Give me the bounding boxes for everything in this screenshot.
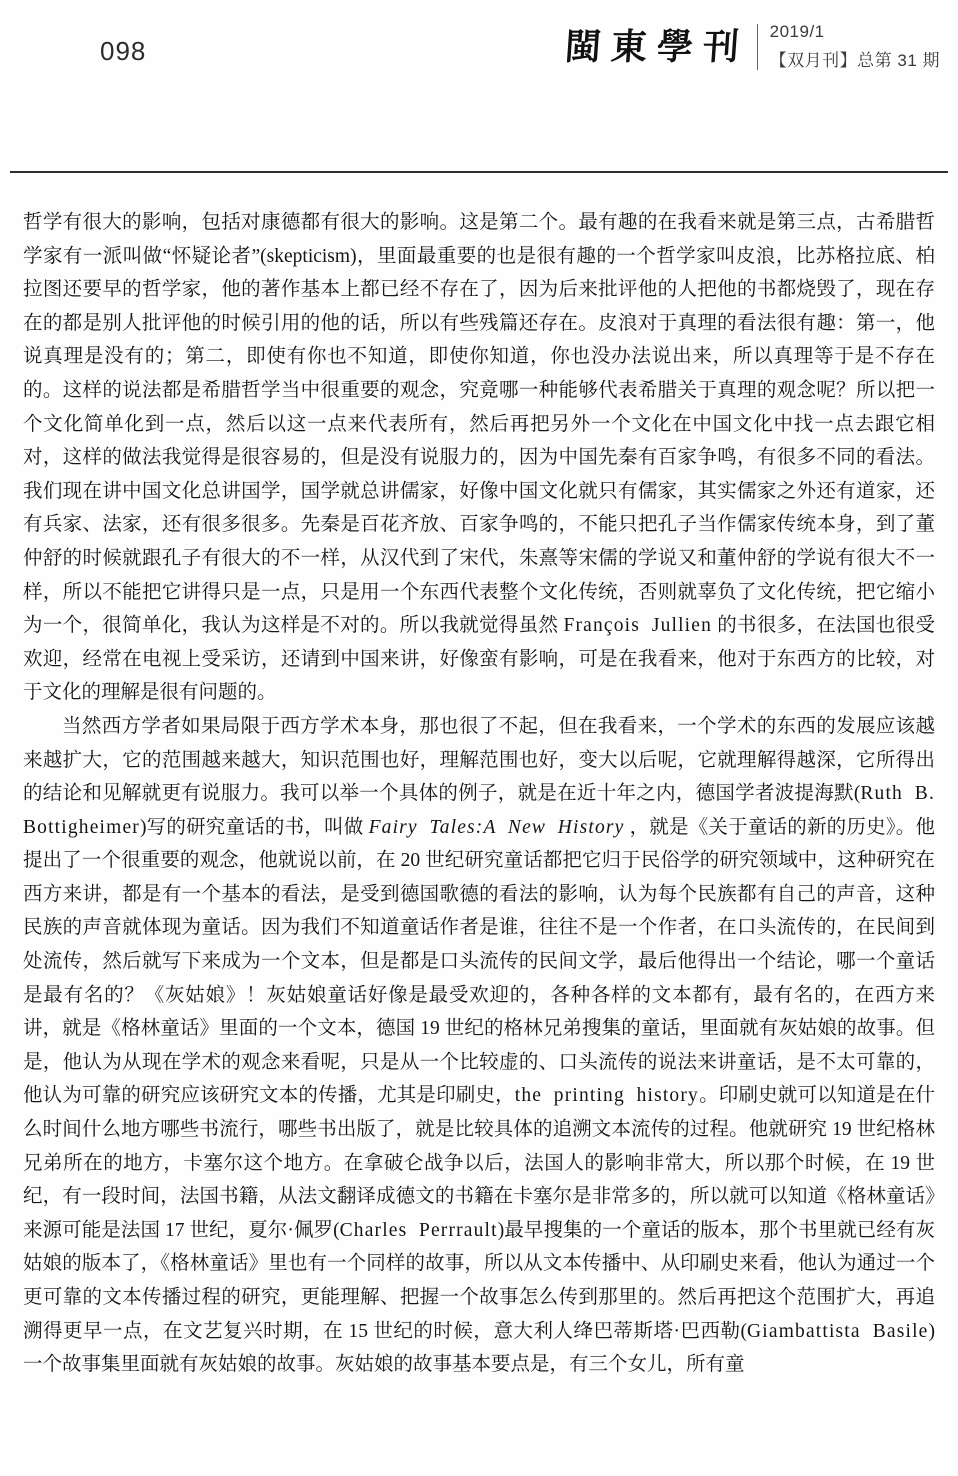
text-segment: Ruth B. Bottigheimer bbox=[23, 783, 935, 838]
page-number: 098 bbox=[100, 36, 147, 66]
text-segment: ，就是《关于童话的新的历史》。他提出了一个很重要的观念，他就说以前，在 20 世纪研究童话都把它归于民俗学的研究领域中，这种研究在西方来讲，都是有一个基本的看法，是受到德国歌德的看法的影响，认为每个民族都有自己的声音，这种民族的声音就体现为童话。因为我们不知道童话作者是谁，往往不是一个作者，在口头流传的，在民间到处流传，然后就写下来成为一个文本，但是都是口头流传的民间文学，最后他得出一个结论，哪一个童话是最有名的？《灰姑娘》！灰姑娘童话好像是最受欢迎的，各种各样的文本都有，最有名的，在西方来讲，就是《格林童话》里面的一个文本，德国 19 世纪的格林兄弟搜集的童话，里面就有灰姑娘的故事。但是，他认为从现在学术的观念来看呢，只是从一个比较虚的、口头流传的说法来讲童话，是不太可靠的，他认为可靠的研究应该研究文本的传播，尤其是印刷史， bbox=[23, 816, 935, 1107]
text-segment: Giambattista Basile bbox=[747, 1320, 929, 1342]
issue-number: 【双月刊】总第 31 期 bbox=[769, 51, 940, 70]
paragraph bbox=[23, 206, 935, 710]
text-segment: )写的研究童话的书，叫做 bbox=[139, 816, 369, 838]
book-title-italic: Fairy Tales:A New History bbox=[368, 816, 625, 838]
text-segment: )一个故事集里面就有灰姑娘的故事。灰姑娘的故事基本要点是，有三个女儿，所有童 bbox=[23, 1320, 935, 1376]
journal-title: 閩東學刊 bbox=[563, 25, 751, 68]
journal-header bbox=[565, 22, 940, 71]
issue-info bbox=[770, 22, 940, 71]
issue-date: 2019/1 bbox=[769, 22, 825, 41]
text-segment: 哲学有很大的影响，包括对康德都有很大的影响。这是第二个。最有趣的在我看来就是第三点，古希腊哲学家有一派叫做“怀疑论者”(skepticism)，里面最重要的也是很有趣的一个哲学家叫皮浪，比苏格拉底、柏拉图还要早的哲学家，他的著作基本上都已经不存在了，因为后来批评他的人把他的书都烧毁了，现在存在的都是别人批评他的时候引用的他的话，所以有些残篇还存在。皮浪对于真理的看法很有趣：第一，他说真理是没有的；第二，即使有你也不知道，即使你知道，你也没办法说出来，所以真理等于是不存在的。这样的说法都是希腊哲学当中很重要的观念，究竟哪一种能够代表希腊关于真理的观念呢？所以把一个文化简单化到一点，然后以这一点来代表所有，然后再把另外一个文化在中国文化中找一点去跟它相对，这样的做法我觉得是很容易的，但是没有说服力的，因为中国先秦有百家争鸣，有很多不同的看法。我们现在讲中国文化总讲国学，国学就总讲儒家，好像中国文化就只有儒家，其实儒家之外还有道家，还有兵家、法家，还有很多很多。先秦是百花齐放、百家争鸣的，不能只把孔子当作儒家传统本身，到了董仲舒的时候就跟孔子有很大的不一样，从汉代到了宋代，朱熹等宋儒的学说又和董仲舒的学说有很大不一样，所以不能把它讲得只是一点，只是用一个东西代表整个文化传统，否则就辜负了文化传统，把它缩小为一个，很简单化，我认为这样是不对的。所以我就觉得虽然 bbox=[23, 212, 935, 637]
text-segment: François Jullien bbox=[563, 615, 713, 637]
text-segment: Charles Perrrault bbox=[339, 1219, 498, 1241]
header-rule bbox=[10, 171, 948, 173]
text-segment: )最早搜集的一个童话的版本，那个书里就已经有灰姑娘的版本了，《格林童话》里也有一个同样的故事，所以从文本传播中、从印刷史来看，他认为通过一个更可靠的文本传播过程的研究，更能理解、把握一个故事怎么传到那里的。然后再把这个范围扩大，再追溯得更早一点，在文艺复兴时期，在 15 世纪的时候，意大利人绛巴蒂斯塔·巴西勒( bbox=[23, 1219, 935, 1342]
header-divider-line bbox=[757, 24, 758, 70]
text-segment: 当然西方学者如果局限于西方学术本身，那也很了不起，但在我看来，一个学术的东西的发展应该越来越扩大，它的范围越来越大，知识范围也好，理解范围也好，变大以后呢，它就理解得越深，它所得出的结论和见解就更有说服力。我可以举一个具体的例子，就是在近十年之内，德国学者波提海默( bbox=[23, 715, 935, 805]
text-segment: the printing history bbox=[514, 1085, 699, 1107]
article-body bbox=[23, 206, 935, 1382]
paragraph bbox=[23, 710, 935, 1382]
text-segment: 。印刷史就可以知道是在什么时间什么地方哪些书流行，哪些书出版了，就是比较具体的追溯文本流传的过程。他就研究 19 世纪格林兄弟所在的地方，卡塞尔这个地方。在拿破仑战争以后，法国人的影响非常大，所以那个时候，在 19 世纪，有一段时间，法国书籍，从法文翻译成德文的书籍在卡塞尔是非常多的，所以就可以知道《格林童话》来源可能是法国 17 世纪，夏尔·佩罗( bbox=[23, 1085, 935, 1241]
text-segment: 的书很多，在法国也很受欢迎，经常在电视上受采访，还请到中国来讲，好像蛮有影响，可是在我看来，他对于东西方的比较，对于文化的理解是很有问题的。 bbox=[23, 615, 935, 704]
